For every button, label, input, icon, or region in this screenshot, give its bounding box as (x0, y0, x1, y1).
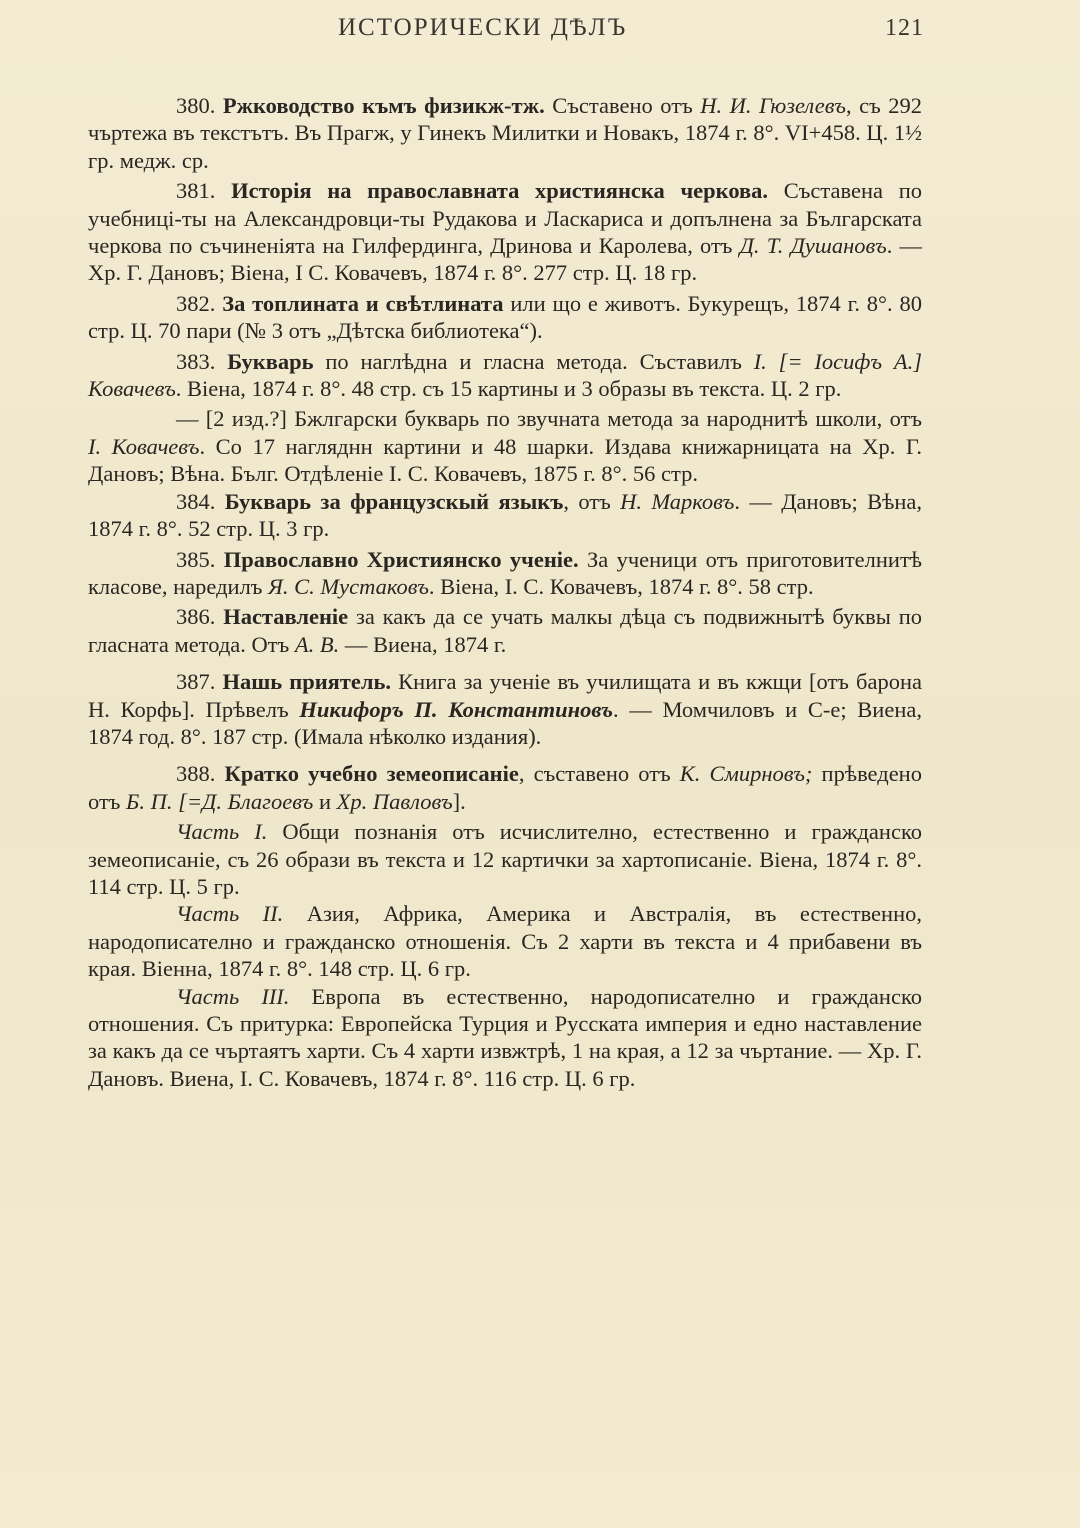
entry-author: I. Ковачевъ (88, 433, 200, 459)
entry-383-variant (88, 405, 922, 487)
entry-383 (88, 348, 922, 403)
entry-title: Православно Християнско ученіе. (223, 546, 579, 572)
entry-number: 380. (176, 93, 216, 118)
entry-number: 387. (176, 669, 216, 695)
entry-text: ]. (452, 788, 466, 814)
entry-382 (88, 290, 922, 345)
running-head (88, 14, 924, 42)
entry-author: К. Смирновъ; (679, 761, 813, 787)
entry-text: Книга за ученіе въ училищата и въ кжщи [отъ барона Н. Корфь]. Прѣвелъ (88, 669, 922, 722)
entry-text: — [2 изд.?] Бжлгарски букварь по звучната метода за народнитѣ школи, отъ (176, 406, 922, 432)
entry-author: Я. С. Мустаковъ (268, 573, 429, 599)
entry-text: . Віена, 1874 г. 8°. 48 стр. съ 15 картины и 3 образы въ текста. Ц. 2 гр. (175, 376, 842, 402)
part-1 (88, 818, 922, 900)
entry-text: Съставено отъ (544, 93, 701, 118)
page-number: 121 (885, 15, 924, 41)
entry-number: 383. (176, 348, 216, 374)
entry-author: I. [= Іосифъ А.] Ковачевъ (88, 348, 922, 402)
entry-text: , съставено отъ (518, 761, 680, 787)
entry-number: 388. (176, 761, 216, 787)
entry-number: 384. (176, 488, 216, 514)
entry-text: . — Дановъ; Вѣна, 1874 г. 8°. 52 стр. Ц. 3 гр. (88, 488, 922, 542)
entry-author: Н. И. Гюзелевъ (700, 93, 846, 118)
entry-text: Съставена по учебниці-ты на Александровци-ты Рудакова и Ласкариса и допълнена за Българската черкова по съчиненіята на Гилфердинга, Дринова и Каролева, отъ (88, 178, 922, 259)
entry-text: . Віена, I. С. Ковачевъ, 1874 г. 8°. 58 стр. (428, 573, 814, 599)
entry-380 (88, 92, 922, 174)
entry-text: прѣведено отъ (88, 761, 922, 814)
entry-text: или що е животъ. Букурещъ, 1874 г. 8°. 80 стр. Ц. 70 пари (№ 3 отъ „Дѣтска библиотека“). (88, 290, 922, 344)
entry-text: За ученици отъ приготовителнитѣ класове, наредилъ (88, 546, 922, 599)
entry-title: Нашь приятель. (222, 669, 392, 695)
entry-number: 382. (176, 290, 216, 316)
entry-title: За топлината и свѣтлината (222, 290, 504, 316)
entry-387 (88, 668, 922, 750)
entry-title: Букварь за французскый языкъ (224, 488, 564, 514)
entry-title: Букварь (227, 348, 314, 374)
entry-386 (88, 603, 922, 658)
page-text (88, 92, 922, 1092)
entry-author: Хр. Павловъ (336, 788, 453, 814)
entry-author: Б. П. [=Д. Благоевъ (126, 788, 314, 814)
entry-number: 381. (176, 178, 216, 204)
entry-text: , съ 292 чъртежа въ текстътъ. Въ Прагж, у Гинекъ Милитки и Новакъ, 1874 г. 8°. VI+458. Ц. 1½ гр. медж. ср. (88, 93, 922, 173)
part-text: Общи познанія отъ исчислително, естественно и гражданско земеописаніе, съ 26 образи въ текста и 12 картички за хартописаніе. Віена, 1874 г. 8°. 114 стр. Ц. 5 гр. (88, 819, 922, 899)
entry-title: Наставленіе (223, 604, 349, 630)
entry-text: . — Хр. Г. Дановъ; Віена, I С. Ковачевъ, 1874 г. 8°. 277 стр. Ц. 18 гр. (88, 233, 922, 286)
part-label: Часть III. (176, 983, 290, 1009)
entry-381 (88, 177, 922, 287)
entry-author: Никифоръ П. Константиновъ (299, 696, 613, 722)
part-text: Азия, Африка, Америка и Австралія, въ естественно, народописателно и гражданско отношенія. Съ 2 харти въ текста и 4 прибавени въ края. Віенна, 1874 г. 8°. 148 стр. Ц. 6 гр. (88, 901, 923, 982)
entry-text: за какъ да се учать малкы дѣца съ подвижнытѣ буквы по гласната метода. Отъ (88, 604, 923, 657)
entry-text: , отъ (563, 488, 621, 514)
entry-text: по наглѣдна и гласна метода. Съставилъ (313, 348, 754, 374)
part-3 (88, 983, 922, 1093)
running-head-title: ИСТОРИЧЕСКИ ДѢЛЪ (338, 14, 628, 41)
part-2 (88, 900, 922, 982)
entry-title: Исторія на православната християнска черкова. (231, 178, 769, 204)
entry-385 (88, 546, 922, 601)
entry-title: Кратко учебно земеописаніе (224, 761, 519, 787)
entry-text: — Виена, 1874 г. (339, 631, 507, 657)
entry-text: и (313, 788, 337, 814)
part-label: Часть II. (176, 901, 284, 927)
entry-384 (88, 488, 922, 543)
entry-text: . — Момчиловъ и С-е; Виена, 1874 год. 8°. 187 стр. (Имала нѣколко издания). (88, 696, 922, 749)
part-label: Часть I. (176, 819, 268, 845)
entry-number: 386. (176, 604, 216, 630)
entry-number: 385. (176, 546, 216, 572)
entry-388 (88, 760, 922, 815)
entry-author: Н. Марковъ (620, 488, 735, 514)
entry-text: . Со 17 нагляднн картини и 48 шарки. Издава книжарницата на Хр. Г. Дановъ; Вѣна. Бълг. Отдѣленіе I. С. Ковачевъ, 1875 г. 8°. 56 стр. (88, 433, 923, 487)
entry-author: А. В. (294, 631, 340, 657)
entry-title: Ржководство къмъ физикж-тж. (222, 93, 545, 118)
entry-author: Д. Т. Душановъ (739, 233, 887, 259)
part-text: Европа въ естественно, народописателно и гражданско отношения. Съ притурка: Европейска Турция и Русската империя и едно наставление за какъ да се чъртаятъ харти. Съ 4 харти извжтрѣ, 1 на края, а 12 за чъртание. — Хр. Г. Дановъ. Виена, I. С. Ковачевъ, 1874 г. 8°. 116 стр. Ц. 6 гр. (88, 983, 922, 1091)
